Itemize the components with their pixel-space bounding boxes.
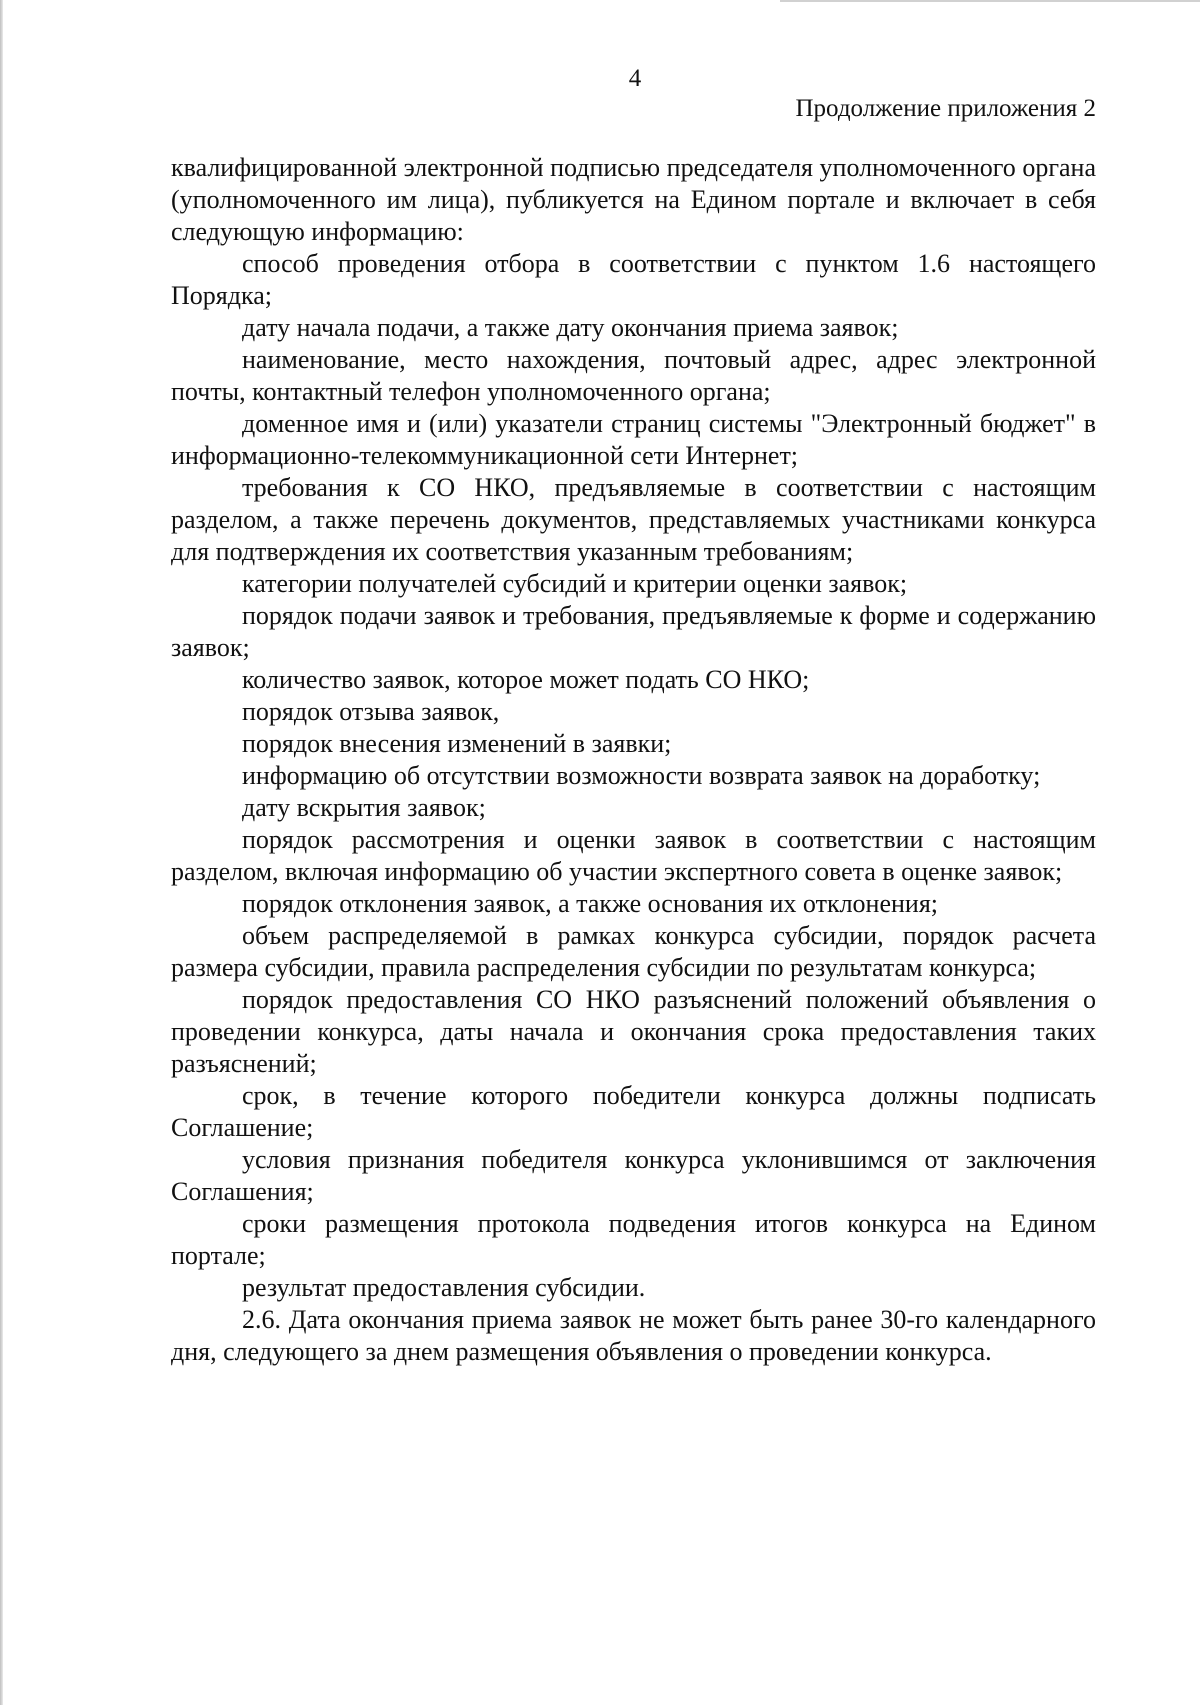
paragraph: условия признания победителя конкурса уклонившимся от заключения Соглашения; [171,1145,1096,1206]
page-number: 4 [628,65,642,92]
paragraph: порядок предоставления СО НКО разъяснений положений объявления о проведении конкурса, даты начала и окончания срока предоставления таких разъяснений; [171,985,1096,1078]
paragraph: порядок внесения изменений в заявки; [242,729,672,758]
paragraph: дату начала подачи, а также дату окончания приема заявок; [242,313,899,342]
paragraph: квалифицированной электронной подписью председателя уполномоченного органа (уполномоченного им лица), публикуется на Едином портале и включает в себя следующую информацию: [171,153,1096,246]
scan-edge-left [0,0,3,1705]
paragraph: способ проведения отбора в соответствии с пунктом 1.6 настоящего Порядка; [171,249,1096,310]
paragraph: объем распределяемой в рамках конкурса субсидии, порядок расчета размера субсидии, правила распределения субсидии по результатам конкурса; [171,921,1096,982]
paragraph: срок, в течение которого победители конкурса должны подписать Соглашение; [171,1081,1096,1142]
paragraph: количество заявок, которое может подать СО НКО; [242,665,810,694]
paragraph: результат предоставления субсидии. [242,1273,646,1302]
paragraph: категории получателей субсидий и критерии оценки заявок; [242,569,908,598]
appendix-continuation-label: Продолжение приложения 2 [795,95,1096,122]
scan-edge-top [780,0,1200,2]
document-body [171,152,1096,1368]
paragraph: требования к СО НКО, предъявляемые в соответствии с настоящим разделом, а также перечень документов, представляемых участниками конкурса для подтверждения их соответствия указанным требованиям; [171,473,1096,566]
paragraph: 2.6. Дата окончания приема заявок не может быть ранее 30-го календарного дня, следующего за днем размещения объявления о проведении конкурса. [171,1305,1096,1366]
paragraph: порядок отклонения заявок, а также основания их отклонения; [242,889,939,918]
paragraph: дату вскрытия заявок; [242,793,486,822]
paragraph: порядок отзыва заявок, [242,697,500,726]
paragraph: сроки размещения протокола подведения итогов конкурса на Едином портале; [171,1209,1096,1270]
paragraph: информацию об отсутствии возможности возврата заявок на доработку; [242,761,1041,790]
paragraph: доменное имя и (или) указатели страниц системы "Электронный бюджет" в информационно-телекоммуникационной сети Интернет; [171,409,1096,470]
paragraph: наименование, место нахождения, почтовый адрес, адрес электронной почты, контактный телефон уполномоченного органа; [171,345,1096,406]
paragraph: порядок подачи заявок и требования, предъявляемые к форме и содержанию заявок; [171,601,1096,662]
paragraph: порядок рассмотрения и оценки заявок в соответствии с настоящим разделом, включая информацию об участии экспертного совета в оценке заявок; [171,825,1096,886]
